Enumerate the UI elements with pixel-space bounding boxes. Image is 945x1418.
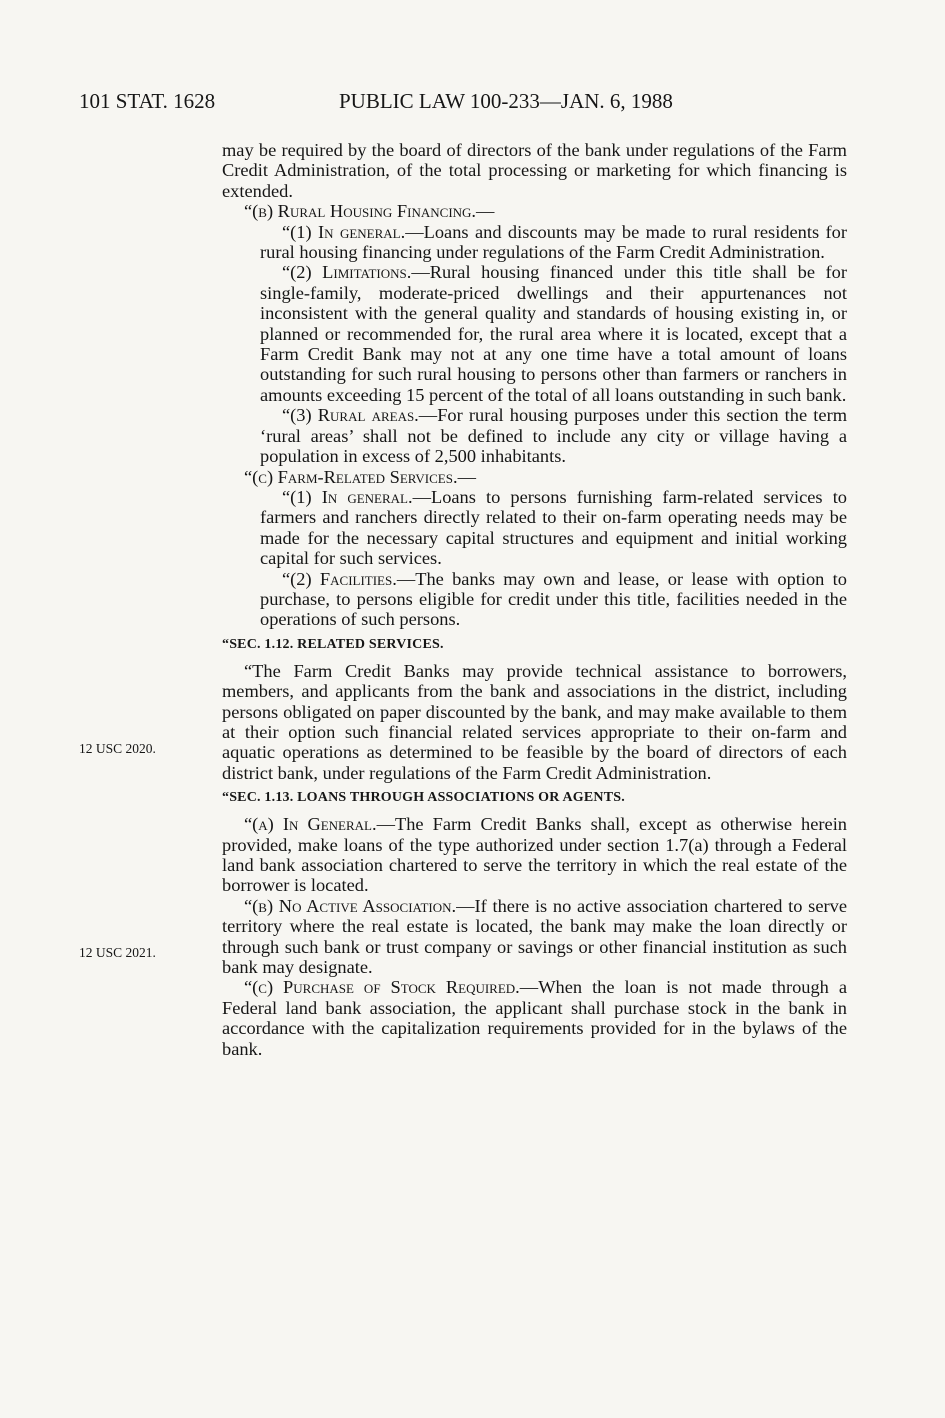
margin-note-usc-2020: 12 USC 2020. (79, 741, 156, 756)
paragraph-b1 (260, 222, 847, 263)
continued-paragraph: may be required by the board of directors of the bank under regulations of the Farm Credit Administration, of the total processing or marketing for which financing is extended. (222, 140, 847, 201)
subsection-c-heading: “(c) Farm-Related Services.— (244, 466, 476, 487)
subsection-c-purchase (222, 977, 847, 1059)
paragraph-b3-text: —For rural housing purposes under this section the term ‘rural areas’ shall not be defined to include any city or village having a population in excess of 2,500 inhabitants. (260, 405, 847, 467)
subsection-b-heading: “(b) Rural Housing Financing.— (244, 201, 495, 222)
subsection-a-label: “(a) In General. (244, 814, 377, 835)
statute-body (222, 140, 847, 1059)
paragraph-b3 (260, 405, 847, 466)
paragraph-c1-label: “(1) In general. (282, 486, 413, 507)
subsection-b-no-active-label: “(b) No Active Association. (244, 895, 457, 916)
page-reference: 101 STAT. 1628 (79, 89, 216, 113)
running-head (79, 88, 673, 114)
paragraph-b2-label: “(2) Limitations. (282, 262, 412, 283)
paragraph-c2 (260, 569, 847, 630)
paragraph-b1-text: —Loans and discounts may be made to rural residents for rural housing financing under regulations of the Farm Credit Administration. (260, 221, 847, 263)
section-1-12-heading: “SEC. 1.12. RELATED SERVICES. (222, 636, 444, 652)
paragraph-c2-text: —The banks may own and lease, or lease with option to purchase, to persons eligible for credit under this title, facilities needed in the operations of such persons. (260, 568, 847, 630)
paragraph-b2-text: —Rural housing financed under this title shall be for single-family, moderate-priced dwellings and their appurtenances not inconsistent with the general quality and standards of housing existing in, or planned or recommended for, the rural area where it is located, except that a Farm Credit Bank may not at any one time have a total amount of loans outstanding for such rural housing to persons other than farmers or ranchers in amounts exceeding 15 percent of the total of all loans outstanding in such bank. (260, 262, 847, 405)
paragraph-c1 (260, 487, 847, 569)
law-reference: PUBLIC LAW 100-233—JAN. 6, 1988 (339, 89, 673, 113)
subsection-a-text: —The Farm Credit Banks shall, except as otherwise herein provided, make loans of the type authorized under section 1.7(a) through a Federal land bank association chartered to serve the territory in which the real estate of the borrower is located. (222, 814, 847, 896)
subsection-c-purchase-label: “(c) Purchase of Stock Required. (244, 977, 520, 998)
paragraph-c2-label: “(2) Facilities. (282, 568, 397, 589)
subsection-b-no-active-text: —If there is no active association chartered to serve territory where the real estate is located, the bank may make the loan directly or through such bank or trust company or savings or other financial institution as such bank may designate. (222, 895, 847, 978)
paragraph-c1-text: —Loans to persons furnishing farm-related services to farmers and ranchers directly related to their on-farm operating needs may be made for the necessary capital structures and equipment and initial working capital for such services. (260, 486, 847, 569)
paragraph-b2 (260, 262, 847, 405)
margin-note-usc-2021: 12 USC 2021. (79, 945, 156, 960)
section-1-13-heading: “SEC. 1.13. LOANS THROUGH ASSOCIATIONS OR AGENTS. (222, 790, 625, 806)
subsection-c-purchase-text: —When the loan is not made through a Federal land bank association, the applicant shall purchase stock in the bank in accordance with the capitalization requirements provided for in the bylaws of the bank. (222, 977, 847, 1059)
subsection-b-no-active (222, 896, 847, 978)
subsection-a (222, 814, 847, 896)
paragraph-b3-label: “(3) Rural areas. (282, 405, 419, 426)
paragraph-b1-label: “(1) In general. (282, 221, 406, 242)
section-1-12-text: “The Farm Credit Banks may provide technical assistance to borrowers, members, and applicants from the bank and associations in the district, including persons obligated on paper discounted by the bank, and may make available to them at their option such financial related services appropriate to their on-farm and aquatic operations as determined to be feasible by the board of directors of each district bank, under regulations of the Farm Credit Administration. (222, 660, 847, 783)
